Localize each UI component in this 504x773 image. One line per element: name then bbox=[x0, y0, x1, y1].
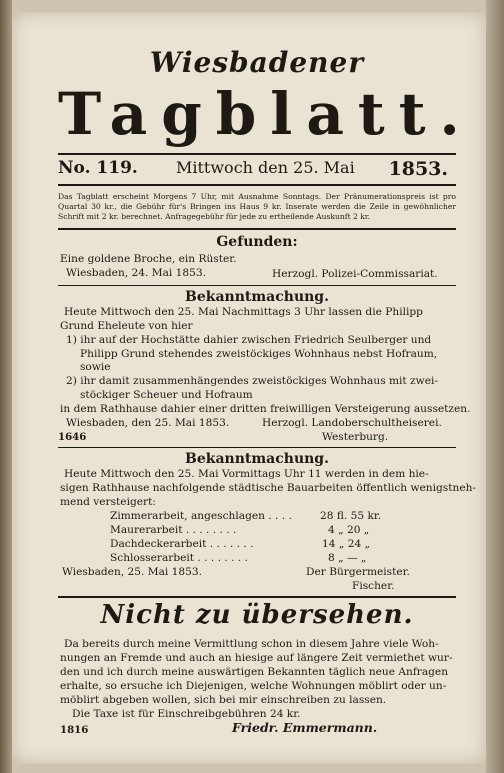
notice1-place: Wiesbaden, den 25. Mai 1853. bbox=[66, 417, 230, 429]
subscription-notice: Das Tagblatt erscheint Morgens 7 Uhr, mit Ausnahme Sonntags. Der Pränumerationspreis ist pro Quartal 30 kr., die Gebühr für's Bringen ins Haus 9 kr. Inserate werden die Zeile in gewöhnlicher Schrift mit 2 kr. berechnet. Anfragegebühr für jede zu ertheilende Auskunft 2 kr. bbox=[58, 192, 456, 221]
bid-item-value: 8 „ — „ bbox=[328, 552, 367, 564]
bid-item-value: 14 „ 24 „ bbox=[322, 538, 371, 550]
notice1-line: 1) ihr auf der Hochstätte dahier zwischen Friedrich Seulberger und bbox=[66, 334, 432, 346]
notice1-line: sowie bbox=[80, 361, 111, 373]
notice1-line: Heute Mittwoch den 25. Mai Nachmittags 3 Uhr lassen die Philipp bbox=[64, 306, 423, 318]
ad-line: Die Taxe ist für Einschreibgebühren 24 kr. bbox=[72, 708, 301, 720]
masthead-title: Tagblatt. bbox=[58, 80, 474, 148]
divider bbox=[58, 596, 456, 598]
found-heading: Gefunden: bbox=[216, 234, 298, 250]
bid-item-label: Zimmerarbeit, angeschlagen . . . . bbox=[110, 510, 292, 522]
notice2-signer: Fischer. bbox=[352, 580, 395, 592]
notice1-line: Philipp Grund stehendes zweistöckiges Wohnhaus nebst Hofraum, bbox=[80, 348, 438, 360]
notice2-place: Wiesbaden, 25. Mai 1853. bbox=[62, 566, 202, 578]
notice1-line: stöckiger Scheuer und Hofraum bbox=[80, 389, 253, 401]
bid-item-label: Dachdeckerarbeit . . . . . . . bbox=[110, 538, 254, 550]
notice1-line: in dem Rathhause dahier einer dritten freiwilligen Versteigerung aussetzen. bbox=[60, 403, 471, 415]
ad-line: nungen an Fremde und auch an hiesige auf längere Zeit vermiethet wur- bbox=[60, 652, 453, 664]
notice1-line: 2) ihr damit zusammenhängendes zweistöckiges Wohnhaus mit zwei- bbox=[66, 375, 438, 387]
bid-item-label: Maurerarbeit . . . . . . . . bbox=[110, 524, 237, 536]
issue-year: 1853. bbox=[388, 158, 448, 180]
notice1-signer: Westerburg. bbox=[322, 431, 389, 443]
notice1-office: Herzogl. Landoberschultheiserei. bbox=[262, 417, 442, 429]
notice1-heading: Bekanntmachung. bbox=[185, 289, 329, 305]
issue-date: Mittwoch den 25. Mai bbox=[176, 158, 355, 177]
notice2-line: sigen Rathhause nachfolgende städtische Bauarbeiten öffentlich wenigstneh- bbox=[60, 482, 476, 494]
notice1-line: Grund Eheleute von hier bbox=[60, 320, 193, 332]
ad-number: 1816 bbox=[60, 724, 89, 736]
found-place: Wiesbaden, 24. Mai 1853. bbox=[66, 267, 206, 279]
divider bbox=[58, 153, 456, 155]
notice2-line: mend versteigert: bbox=[60, 496, 156, 508]
bid-item-value: 4 „ 20 „ bbox=[328, 524, 370, 536]
notice2-office: Der Bürgermeister. bbox=[306, 566, 410, 578]
notice1-number: 1646 bbox=[58, 431, 87, 443]
masthead-subtitle: Wiesbadener bbox=[149, 46, 365, 79]
ad-line: den und ich durch meine auswärtigen Bekannten täglich neue Anfragen bbox=[60, 666, 449, 678]
bid-item-value: 28 fl. 55 kr. bbox=[320, 510, 382, 522]
issue-number: No. 119. bbox=[58, 158, 138, 178]
dateline bbox=[58, 158, 456, 180]
found-item: Eine goldene Broche, ein Rüster. bbox=[60, 253, 237, 265]
ad-line: möblirt abgeben wollen, sich bei mir einschreiben zu lassen. bbox=[60, 694, 387, 706]
divider bbox=[58, 447, 456, 448]
book-spine-left bbox=[0, 0, 12, 773]
ad-signer: Friedr. Emmermann. bbox=[232, 720, 378, 735]
book-edge-right bbox=[486, 0, 504, 773]
found-office: Herzogl. Polizei-Commissariat. bbox=[272, 268, 438, 280]
notice2-line: Heute Mittwoch den 25. Mai Vormittags Uhr 11 werden in dem hie- bbox=[64, 468, 429, 480]
divider bbox=[58, 228, 456, 230]
ad-heading: Nicht zu übersehen. bbox=[100, 600, 414, 630]
divider bbox=[58, 184, 456, 186]
divider bbox=[58, 285, 456, 286]
ad-line: erhalte, so ersuche ich Diejenigen, welche Wohnungen möblirt oder un- bbox=[60, 680, 447, 692]
bid-item-label: Schlosserarbeit . . . . . . . . bbox=[110, 552, 248, 564]
ad-line: Da bereits durch meine Vermittlung schon in diesem Jahre viele Woh- bbox=[64, 638, 439, 650]
notice2-heading: Bekanntmachung. bbox=[185, 451, 329, 467]
